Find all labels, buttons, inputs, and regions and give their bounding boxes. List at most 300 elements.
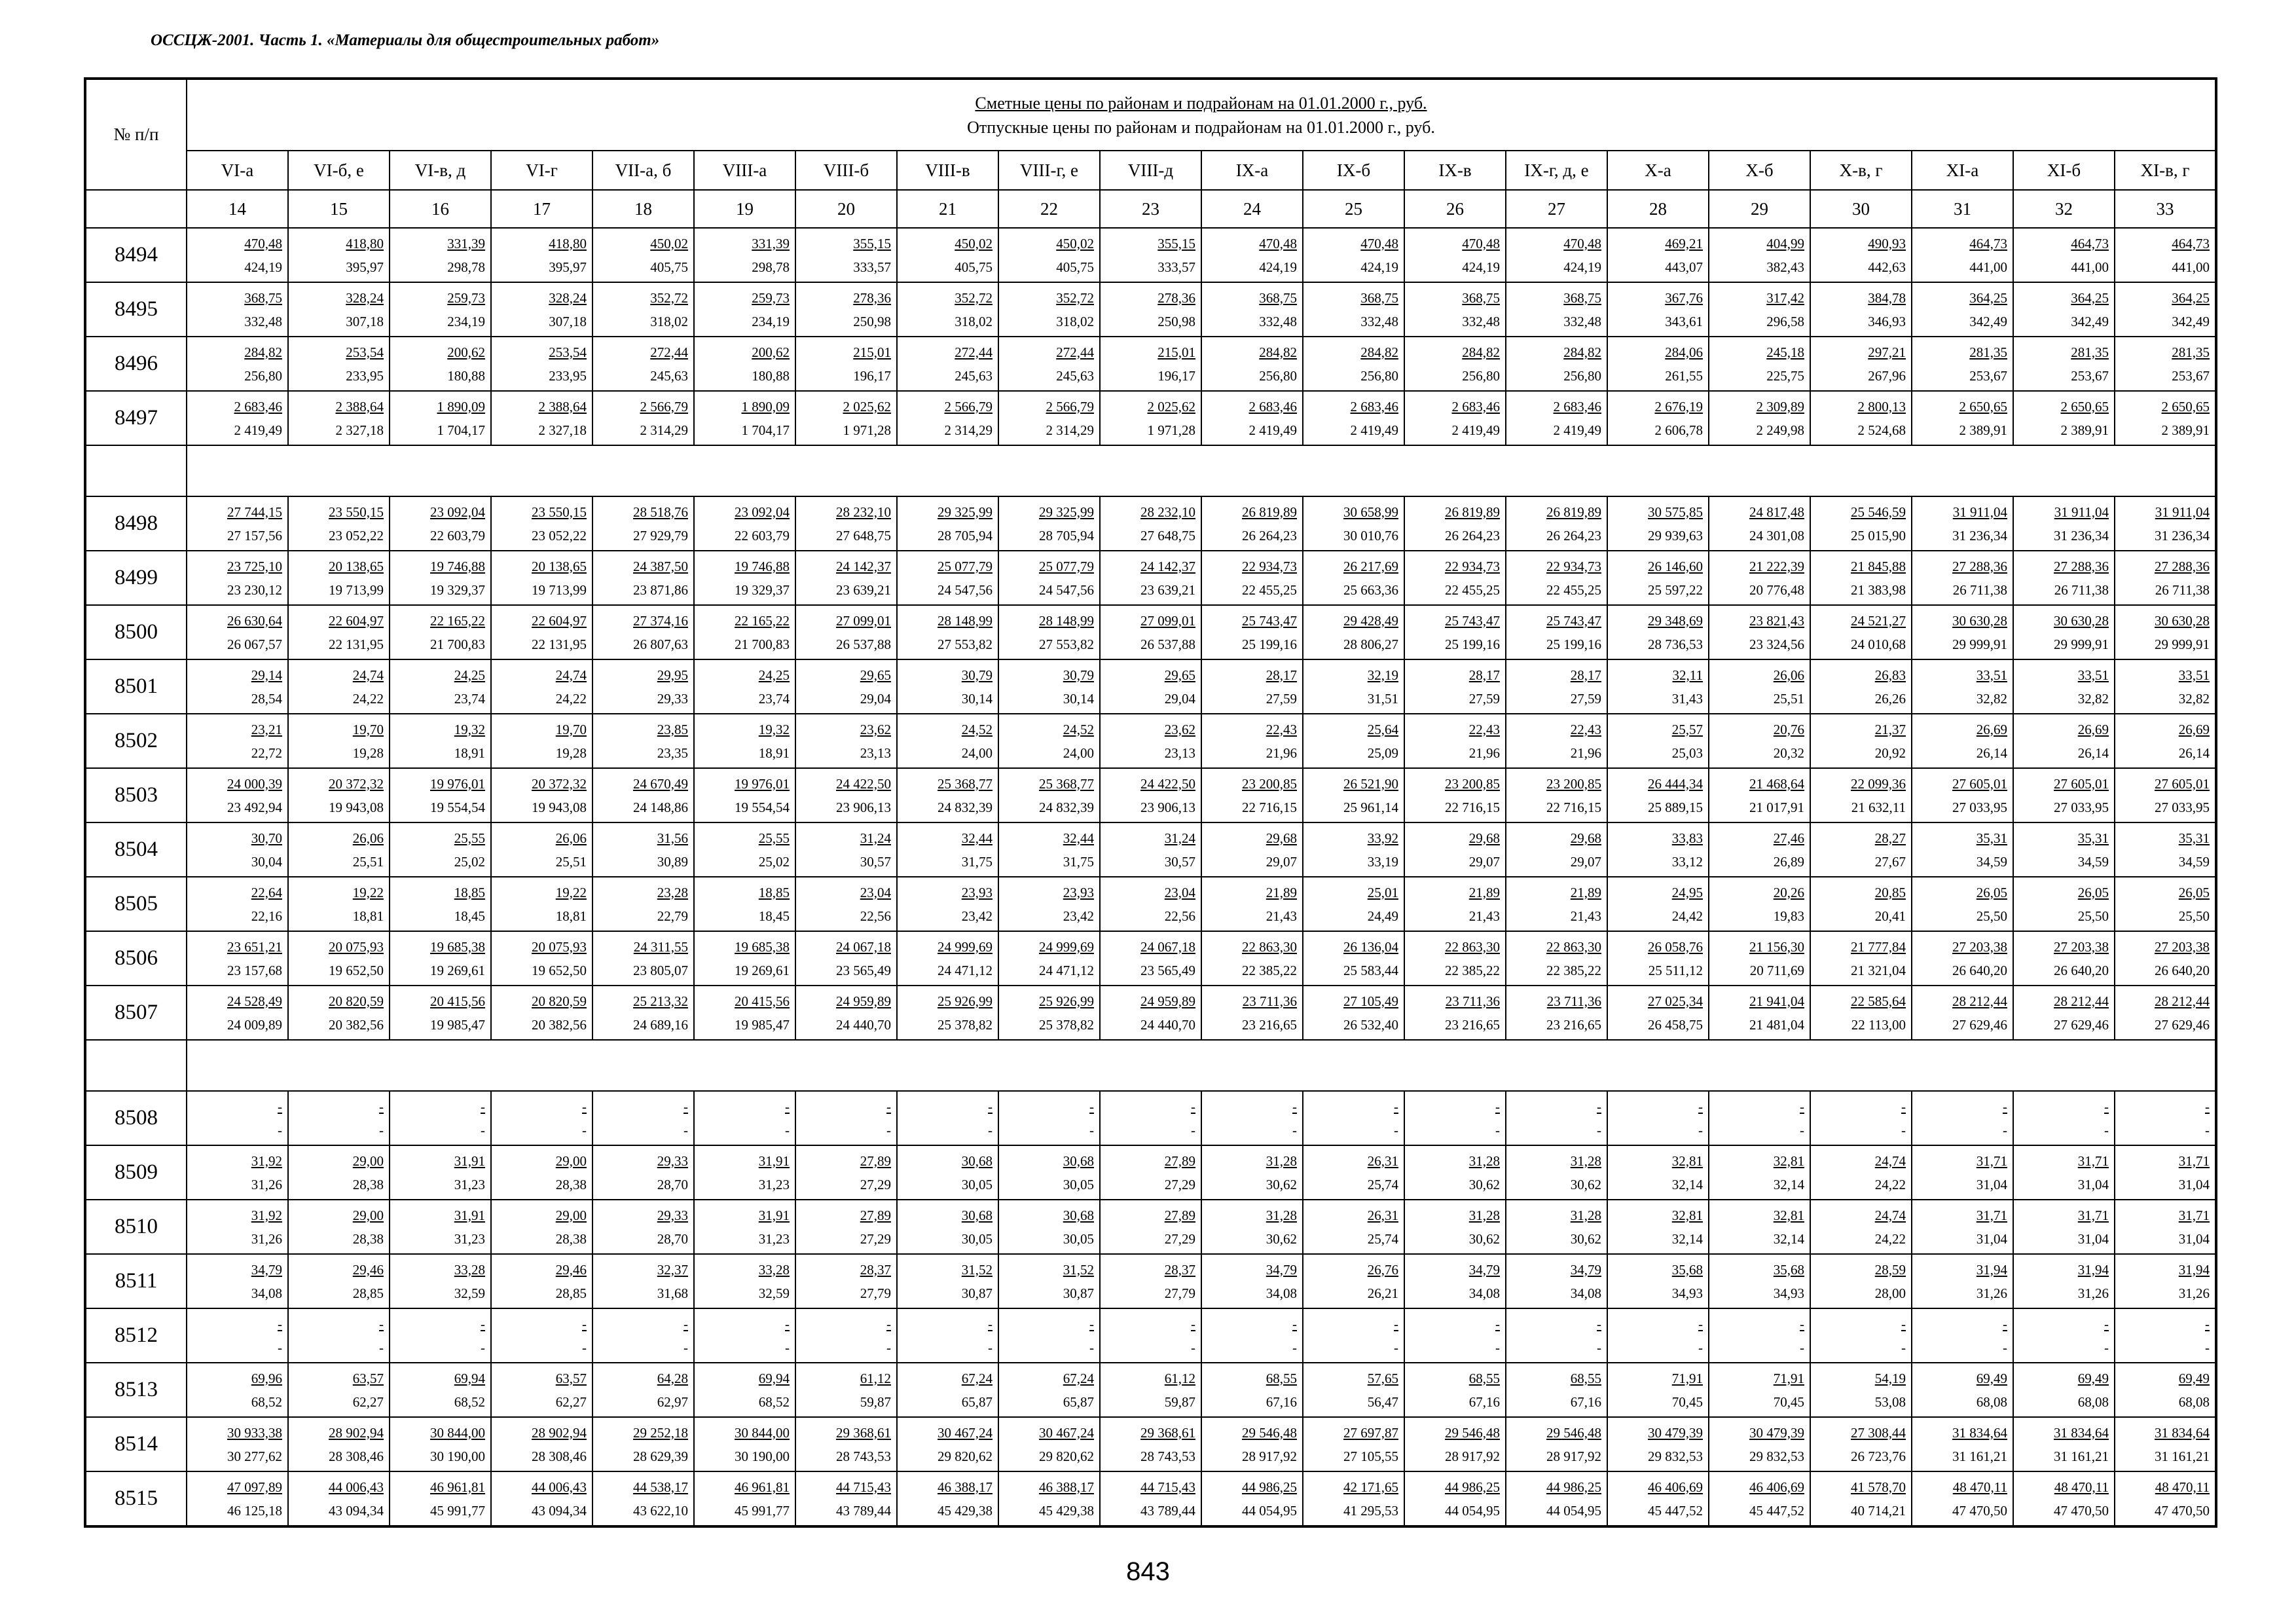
price-cell — [1201, 877, 1303, 931]
smetnaya-price: 24 999,69 — [1039, 938, 1094, 955]
region-header: VI-в, д — [390, 151, 491, 190]
smetnaya-price: 470,48 — [244, 235, 282, 251]
otpusknaya-price: 23 906,13 — [836, 799, 891, 815]
smetnaya-price: 31,28 — [1266, 1207, 1297, 1223]
otpusknaya-price: 32,14 — [1773, 1176, 1804, 1192]
price-cell — [1404, 228, 1506, 282]
otpusknaya-price: - — [1394, 1122, 1398, 1138]
price-cell — [288, 714, 390, 768]
smetnaya-price: 2 800,13 — [1857, 398, 1906, 415]
otpusknaya-price: 28,54 — [251, 690, 282, 707]
price-cell — [1912, 551, 2013, 605]
price-cell — [694, 1308, 795, 1363]
price-cell — [795, 1254, 897, 1308]
otpusknaya-price: 34,59 — [2178, 853, 2210, 870]
otpusknaya-price: 19 713,99 — [532, 581, 587, 598]
smetnaya-price: 21 468,64 — [1749, 775, 1804, 792]
price-cell — [1607, 659, 1709, 714]
price-cell — [1201, 768, 1303, 822]
section-spacer-row — [85, 445, 2216, 496]
otpusknaya-price: 24 471,12 — [1039, 962, 1094, 978]
otpusknaya-price: 27 629,46 — [2155, 1016, 2210, 1033]
otpusknaya-price: 29,33 — [657, 690, 688, 707]
otpusknaya-price: 70,45 — [1773, 1393, 1804, 1410]
smetnaya-price: - — [886, 1098, 891, 1115]
price-cell — [592, 337, 694, 391]
price-cell — [1810, 714, 1912, 768]
otpusknaya-price: 26 264,23 — [1445, 527, 1500, 544]
smetnaya-price: 27,46 — [1773, 830, 1804, 846]
otpusknaya-price: - — [1089, 1339, 1094, 1356]
otpusknaya-price: - — [379, 1339, 384, 1356]
otpusknaya-price: 30,62 — [1468, 1176, 1500, 1192]
smetnaya-price: 22,43 — [1266, 721, 1297, 737]
otpusknaya-price: 296,58 — [1766, 313, 1804, 329]
smetnaya-price: 22,43 — [1570, 721, 1601, 737]
otpusknaya-price: 180,88 — [447, 367, 485, 384]
row-number: 8497 — [85, 391, 187, 445]
otpusknaya-price: - — [1495, 1122, 1500, 1138]
otpusknaya-price: 27 648,75 — [836, 527, 891, 544]
otpusknaya-price: 395,97 — [549, 259, 587, 275]
table-row — [85, 1363, 2216, 1417]
price-cell — [1404, 605, 1506, 659]
otpusknaya-price: 28,38 — [352, 1176, 384, 1192]
otpusknaya-price: 250,98 — [1157, 313, 1195, 329]
price-cell — [1810, 1091, 1912, 1145]
otpusknaya-price: - — [278, 1122, 282, 1138]
otpusknaya-price: 59,87 — [860, 1393, 891, 1410]
otpusknaya-price: 27,79 — [1164, 1285, 1195, 1301]
otpusknaya-price: - — [278, 1339, 282, 1356]
otpusknaya-price: 26 264,23 — [1546, 527, 1601, 544]
smetnaya-price: 25 077,79 — [1039, 558, 1094, 574]
otpusknaya-price: 34,08 — [1468, 1285, 1500, 1301]
price-cell — [795, 496, 897, 551]
price-cell — [1607, 1363, 1709, 1417]
smetnaya-price: 27 099,01 — [836, 612, 891, 629]
otpusknaya-price: 29 999,91 — [2054, 636, 2109, 652]
section-spacer-row — [85, 1040, 2216, 1091]
price-table-container — [84, 77, 2217, 1528]
otpusknaya-price: 24 440,70 — [836, 1016, 891, 1033]
table-row — [85, 282, 2216, 337]
smetnaya-price: 26,06 — [352, 830, 384, 846]
caption-row — [85, 79, 2216, 151]
price-cell — [390, 1471, 491, 1526]
smetnaya-price: 24,74 — [555, 667, 587, 683]
price-cell — [1709, 228, 1810, 282]
otpusknaya-price: 23 052,22 — [532, 527, 587, 544]
price-cell — [592, 551, 694, 605]
price-cell — [1303, 551, 1404, 605]
price-cell — [1201, 714, 1303, 768]
region-header-row — [85, 151, 2216, 190]
price-cell — [1810, 1363, 1912, 1417]
price-cell — [998, 551, 1100, 605]
smetnaya-price: 29 368,61 — [1140, 1424, 1195, 1441]
price-cell — [694, 228, 795, 282]
otpusknaya-price: 26 711,38 — [1952, 581, 2007, 598]
smetnaya-price: 44 715,43 — [1140, 1479, 1195, 1495]
smetnaya-price: 29 325,99 — [1039, 504, 1094, 520]
smetnaya-price: 20,85 — [1874, 884, 1906, 900]
smetnaya-price: 29,68 — [1266, 830, 1297, 846]
otpusknaya-price: 333,57 — [1157, 259, 1195, 275]
smetnaya-price: 32,81 — [1671, 1153, 1703, 1169]
otpusknaya-price: 67,16 — [1266, 1393, 1297, 1410]
smetnaya-price: 48 470,11 — [1952, 1479, 2007, 1495]
otpusknaya-price: 23 157,68 — [227, 962, 282, 978]
smetnaya-price: - — [988, 1098, 993, 1115]
otpusknaya-price: - — [1292, 1122, 1297, 1138]
otpusknaya-price: 47 470,50 — [2155, 1502, 2210, 1519]
smetnaya-price: 2 650,65 — [2161, 398, 2210, 415]
smetnaya-price: - — [2205, 1098, 2210, 1115]
caption-otpusknye: Отпускные цены по районам и подрайонам на 01.01.2000 г., руб. — [967, 117, 1435, 137]
otpusknaya-price: 31,68 — [657, 1285, 688, 1301]
smetnaya-price: 22 934,73 — [1242, 558, 1297, 574]
otpusknaya-price: - — [1089, 1122, 1094, 1138]
smetnaya-price: 31,28 — [1570, 1153, 1601, 1169]
smetnaya-price: - — [1292, 1316, 1297, 1332]
smetnaya-price: 284,82 — [1259, 344, 1297, 360]
column-number: 18 — [592, 190, 694, 228]
price-cell — [390, 605, 491, 659]
otpusknaya-price: - — [683, 1339, 688, 1356]
otpusknaya-price: 225,75 — [1766, 367, 1804, 384]
otpusknaya-price: 28 917,92 — [1445, 1448, 1500, 1464]
row-number: 8502 — [85, 714, 187, 768]
smetnaya-price: 281,35 — [2071, 344, 2109, 360]
otpusknaya-price: 23 052,22 — [329, 527, 384, 544]
price-cell — [694, 659, 795, 714]
column-number: 23 — [1100, 190, 1201, 228]
smetnaya-price: 63,57 — [352, 1370, 384, 1386]
otpusknaya-price: 28,38 — [555, 1230, 587, 1247]
smetnaya-price: 470,48 — [1462, 235, 1500, 251]
column-number: 33 — [2115, 190, 2216, 228]
price-cell — [491, 986, 592, 1040]
price-cell — [187, 605, 288, 659]
otpusknaya-price: 333,57 — [853, 259, 891, 275]
price-cell — [1912, 605, 2013, 659]
smetnaya-price: 352,72 — [650, 289, 688, 306]
smetnaya-price: 29,68 — [1468, 830, 1500, 846]
smetnaya-price: 22 165,22 — [735, 612, 790, 629]
smetnaya-price: 272,44 — [650, 344, 688, 360]
smetnaya-price: 464,73 — [2071, 235, 2109, 251]
smetnaya-price: 68,55 — [1266, 1370, 1297, 1386]
otpusknaya-price: 23 324,56 — [1749, 636, 1804, 652]
smetnaya-price: 2 650,65 — [2060, 398, 2109, 415]
table-row — [85, 551, 2216, 605]
otpusknaya-price: 318,02 — [955, 313, 993, 329]
price-cell — [2115, 1363, 2216, 1417]
smetnaya-price: 33,92 — [1367, 830, 1398, 846]
smetnaya-price: 25 926,99 — [1039, 993, 1094, 1009]
smetnaya-price: 27,89 — [860, 1153, 891, 1169]
smetnaya-price: - — [683, 1316, 688, 1332]
smetnaya-price: 68,55 — [1468, 1370, 1500, 1386]
otpusknaya-price: 441,00 — [2071, 259, 2109, 275]
smetnaya-price: - — [2003, 1316, 2007, 1332]
otpusknaya-price: 24 547,56 — [1039, 581, 1094, 598]
otpusknaya-price: 2 606,78 — [1654, 422, 1703, 438]
otpusknaya-price: - — [1901, 1122, 1906, 1138]
otpusknaya-price: 23,13 — [1164, 745, 1195, 761]
otpusknaya-price: - — [2003, 1339, 2007, 1356]
price-cell — [592, 1308, 694, 1363]
smetnaya-price: 46 961,81 — [430, 1479, 485, 1495]
region-header: IX-б — [1303, 151, 1404, 190]
price-cell — [288, 496, 390, 551]
table-body — [85, 228, 2216, 1526]
otpusknaya-price: 22,56 — [1164, 908, 1195, 924]
price-cell — [1303, 282, 1404, 337]
smetnaya-price: 69,49 — [2178, 1370, 2210, 1386]
otpusknaya-price: 26,14 — [2077, 745, 2109, 761]
smetnaya-price: 31,91 — [454, 1153, 485, 1169]
smetnaya-price: 22 585,64 — [1851, 993, 1906, 1009]
price-cell — [694, 1200, 795, 1254]
price-cell — [1607, 714, 1709, 768]
price-cell — [1303, 337, 1404, 391]
otpusknaya-price: 31,75 — [961, 853, 993, 870]
price-cell — [897, 1471, 998, 1526]
price-cell — [1709, 768, 1810, 822]
otpusknaya-price: 24,22 — [1874, 1230, 1906, 1247]
smetnaya-price: 33,83 — [1671, 830, 1703, 846]
otpusknaya-price: 23,74 — [454, 690, 485, 707]
smetnaya-price: 368,75 — [1259, 289, 1297, 306]
otpusknaya-price: 405,75 — [1056, 259, 1094, 275]
price-cell — [187, 1363, 288, 1417]
smetnaya-price: 31,28 — [1468, 1207, 1500, 1223]
smetnaya-price: 31,52 — [961, 1261, 993, 1278]
price-cell — [1709, 986, 1810, 1040]
price-cell — [1709, 605, 1810, 659]
smetnaya-price: 25,01 — [1367, 884, 1398, 900]
price-cell — [1303, 1417, 1404, 1471]
otpusknaya-price: - — [1597, 1122, 1601, 1138]
price-cell — [795, 282, 897, 337]
otpusknaya-price: 24,22 — [1874, 1176, 1906, 1192]
otpusknaya-price: 26 264,23 — [1242, 527, 1297, 544]
price-cell — [288, 1363, 390, 1417]
price-cell — [1506, 228, 1607, 282]
smetnaya-price: 31,28 — [1266, 1153, 1297, 1169]
smetnaya-price: 26,69 — [1976, 721, 2007, 737]
smetnaya-price: 34,79 — [1570, 1261, 1601, 1278]
column-number: 26 — [1404, 190, 1506, 228]
smetnaya-price: 44 715,43 — [836, 1479, 891, 1495]
price-cell — [897, 282, 998, 337]
otpusknaya-price: 43 789,44 — [1140, 1502, 1195, 1519]
otpusknaya-price: 45 429,38 — [1039, 1502, 1094, 1519]
otpusknaya-price: 23 216,65 — [1242, 1016, 1297, 1033]
otpusknaya-price: 332,48 — [244, 313, 282, 329]
price-cell — [1506, 1417, 1607, 1471]
smetnaya-price: 284,82 — [1563, 344, 1601, 360]
price-cell — [491, 768, 592, 822]
smetnaya-price: 272,44 — [955, 344, 993, 360]
price-cell — [1607, 822, 1709, 877]
table-caption — [187, 79, 2216, 151]
otpusknaya-price: 65,87 — [1063, 1393, 1094, 1410]
otpusknaya-price: 25,51 — [1773, 690, 1804, 707]
price-cell — [998, 1254, 1100, 1308]
otpusknaya-price: 31,23 — [454, 1230, 485, 1247]
otpusknaya-price: 443,07 — [1665, 259, 1703, 275]
otpusknaya-price: 196,17 — [853, 367, 891, 384]
smetnaya-price: 27 744,15 — [227, 504, 282, 520]
smetnaya-price: 28 148,99 — [938, 612, 993, 629]
smetnaya-price: 27 288,36 — [1952, 558, 2007, 574]
otpusknaya-price: 25,74 — [1367, 1230, 1398, 1247]
row-number: 8501 — [85, 659, 187, 714]
otpusknaya-price: 24 010,68 — [1851, 636, 1906, 652]
price-cell — [998, 931, 1100, 986]
region-header: VI-г — [491, 151, 592, 190]
otpusknaya-price: 62,27 — [352, 1393, 384, 1410]
smetnaya-price: 69,96 — [251, 1370, 282, 1386]
price-cell — [1912, 931, 2013, 986]
otpusknaya-price: 46 125,18 — [227, 1502, 282, 1519]
smetnaya-price: 2 683,46 — [1350, 398, 1398, 415]
price-cell — [795, 1471, 897, 1526]
smetnaya-price: 368,75 — [244, 289, 282, 306]
smetnaya-price: 67,24 — [961, 1370, 993, 1386]
price-cell — [390, 1145, 491, 1200]
smetnaya-price: 24 067,18 — [1140, 938, 1195, 955]
price-cell — [1506, 1363, 1607, 1417]
smetnaya-price: 464,73 — [1969, 235, 2007, 251]
price-cell — [1100, 659, 1201, 714]
otpusknaya-price: 31,23 — [454, 1176, 485, 1192]
smetnaya-price: 200,62 — [752, 344, 790, 360]
price-cell — [1709, 877, 1810, 931]
price-cell — [694, 931, 795, 986]
smetnaya-price: - — [582, 1098, 587, 1115]
otpusknaya-price: 25,03 — [1671, 745, 1703, 761]
otpusknaya-price: 32,14 — [1671, 1230, 1703, 1247]
otpusknaya-price: 19,28 — [352, 745, 384, 761]
smetnaya-price: 20 820,59 — [329, 993, 384, 1009]
row-number: 8508 — [85, 1091, 187, 1145]
price-cell — [1303, 1363, 1404, 1417]
otpusknaya-price: 23 639,21 — [1140, 581, 1195, 598]
otpusknaya-price: 346,93 — [1868, 313, 1906, 329]
otpusknaya-price: - — [785, 1339, 790, 1356]
column-number: 16 — [390, 190, 491, 228]
smetnaya-price: 33,51 — [2077, 667, 2109, 683]
price-cell — [1100, 1091, 1201, 1145]
otpusknaya-price: 27 553,82 — [938, 636, 993, 652]
smetnaya-price: 26,31 — [1367, 1207, 1398, 1223]
price-cell — [897, 659, 998, 714]
otpusknaya-price: 44 054,95 — [1242, 1502, 1297, 1519]
price-cell — [1100, 714, 1201, 768]
otpusknaya-price: 28,70 — [657, 1176, 688, 1192]
otpusknaya-price: 180,88 — [752, 367, 790, 384]
otpusknaya-price: - — [1191, 1122, 1195, 1138]
smetnaya-price: 48 470,11 — [2155, 1479, 2210, 1495]
smetnaya-price: 28 212,44 — [2155, 993, 2210, 1009]
otpusknaya-price: - — [1800, 1122, 1804, 1138]
otpusknaya-price: 19 554,54 — [430, 799, 485, 815]
otpusknaya-price: 234,19 — [752, 313, 790, 329]
price-cell — [1506, 822, 1607, 877]
price-cell — [2013, 714, 2115, 768]
price-cell — [390, 931, 491, 986]
price-cell — [1506, 1091, 1607, 1145]
otpusknaya-price: 40 714,21 — [1851, 1502, 1906, 1519]
section-spacer-num — [85, 445, 187, 496]
smetnaya-price: 215,01 — [1157, 344, 1195, 360]
otpusknaya-price: 45 447,52 — [1749, 1502, 1804, 1519]
smetnaya-price: 30 630,28 — [1952, 612, 2007, 629]
section-spacer-num — [85, 1040, 187, 1091]
price-cell — [795, 986, 897, 1040]
price-cell — [1404, 1308, 1506, 1363]
otpusknaya-price: - — [1597, 1339, 1601, 1356]
otpusknaya-price: 25 511,12 — [1648, 962, 1703, 978]
smetnaya-price: 30 479,39 — [1749, 1424, 1804, 1441]
price-cell — [1506, 877, 1607, 931]
smetnaya-price: - — [481, 1098, 485, 1115]
column-number: 21 — [897, 190, 998, 228]
price-cell — [592, 877, 694, 931]
smetnaya-price: 26,05 — [1976, 884, 2007, 900]
smetnaya-price: 352,72 — [955, 289, 993, 306]
smetnaya-price: 29 428,49 — [1343, 612, 1398, 629]
price-cell — [491, 496, 592, 551]
price-cell — [2115, 931, 2216, 986]
otpusknaya-price: 424,19 — [1563, 259, 1601, 275]
smetnaya-price: 23,04 — [860, 884, 891, 900]
price-cell — [592, 496, 694, 551]
smetnaya-price: 27 288,36 — [2155, 558, 2210, 574]
smetnaya-price: 328,24 — [346, 289, 384, 306]
price-cell — [288, 228, 390, 282]
otpusknaya-price: 43 094,34 — [532, 1502, 587, 1519]
price-cell — [1810, 1308, 1912, 1363]
smetnaya-price: 23 821,43 — [1749, 612, 1804, 629]
price-cell — [1201, 551, 1303, 605]
otpusknaya-price: - — [2104, 1339, 2109, 1356]
smetnaya-price: 27 025,34 — [1648, 993, 1703, 1009]
otpusknaya-price: 56,47 — [1367, 1393, 1398, 1410]
otpusknaya-price: 26,26 — [1874, 690, 1906, 707]
price-cell — [897, 605, 998, 659]
smetnaya-price: 384,78 — [1868, 289, 1906, 306]
otpusknaya-price: 250,98 — [853, 313, 891, 329]
smetnaya-price: - — [1597, 1316, 1601, 1332]
price-cell — [694, 1471, 795, 1526]
otpusknaya-price: 28,00 — [1874, 1285, 1906, 1301]
price-cell — [390, 1200, 491, 1254]
smetnaya-price: 25,55 — [454, 830, 485, 846]
smetnaya-price: - — [1901, 1316, 1906, 1332]
otpusknaya-price: 21 481,04 — [1749, 1016, 1804, 1033]
otpusknaya-price: 31,43 — [1671, 690, 1703, 707]
price-cell — [1709, 282, 1810, 337]
smetnaya-price: 352,72 — [1056, 289, 1094, 306]
price-cell — [1303, 931, 1404, 986]
price-cell — [390, 1091, 491, 1145]
price-cell — [2013, 337, 2115, 391]
